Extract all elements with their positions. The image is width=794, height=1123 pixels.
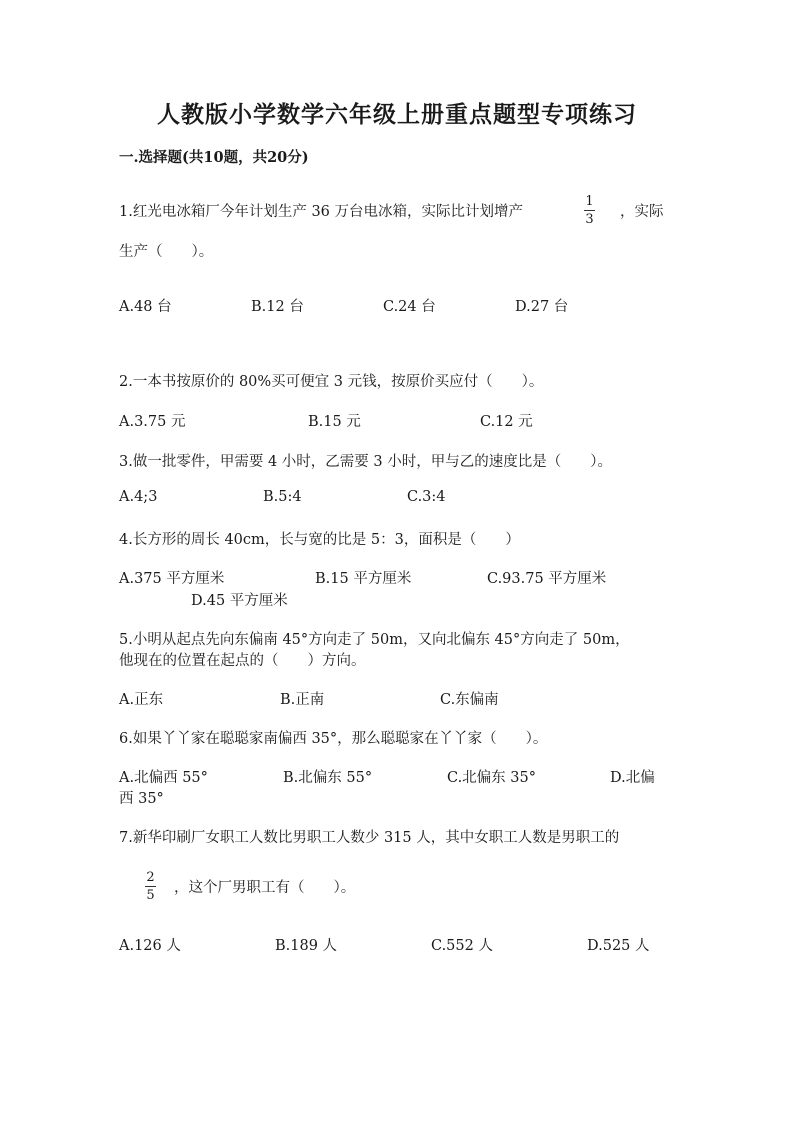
question-2-text: 2.一本书按原价的 80%买可便宜 3 元钱，按原价买应付（ ）。 xyxy=(119,374,544,390)
section-heading: 一.选择题(共10题，共20分) xyxy=(119,149,309,166)
question-6-option-d-continued: 西 35° xyxy=(119,791,164,807)
fraction-bar xyxy=(584,210,595,211)
question-1-option-a: A.48 台 xyxy=(119,299,172,315)
question-1-line1-end: ，实际 xyxy=(620,204,664,220)
question-5-option-b: B.正南 xyxy=(280,692,325,708)
question-7-option-d: D.525 人 xyxy=(587,938,650,954)
question-2-option-b: B.15 元 xyxy=(308,414,361,430)
question-7-fraction xyxy=(145,870,156,903)
question-6-option-c: C.北偏东 35° xyxy=(447,770,536,786)
fraction-numerator: 2 xyxy=(146,870,155,885)
question-1-option-c: C.24 台 xyxy=(383,299,436,315)
question-5-line1: 5.小明从起点先向东偏南 45°方向走了 50m，又向北偏东 45°方向走了 50m， xyxy=(119,632,630,648)
question-4-option-c: C.93.75 平方厘米 xyxy=(487,571,607,587)
question-1-option-b: B.12 台 xyxy=(251,299,304,315)
question-5-option-a: A.正东 xyxy=(119,692,164,708)
question-4-option-d: D.45 平方厘米 xyxy=(191,593,288,609)
question-7-line2: ，这个厂男职工有（ ）。 xyxy=(174,880,356,896)
question-6-text: 6.如果丫丫家在聪聪家南偏西 35°，那么聪聪家在丫丫家（ ）。 xyxy=(119,731,548,747)
fraction-numerator: 1 xyxy=(585,194,594,209)
question-1-fraction xyxy=(584,194,595,227)
question-4-option-b: B.15 平方厘米 xyxy=(315,571,412,587)
question-5-option-c: C.东偏南 xyxy=(440,692,499,708)
question-7-option-a: A.126 人 xyxy=(119,938,181,954)
fraction-denominator: 3 xyxy=(585,212,594,227)
question-3-option-a: A.4;3 xyxy=(119,489,158,505)
question-7-line1: 7.新华印刷厂女职工人数比男职工人数少 315 人，其中女职工人数是男职工的 xyxy=(119,830,620,846)
question-6-option-d: D.北偏 xyxy=(610,770,655,786)
question-2-option-c: C.12 元 xyxy=(480,414,533,430)
question-1-line2: 生产（ ）。 xyxy=(119,244,214,260)
fraction-denominator: 5 xyxy=(146,888,155,903)
question-7-option-c: C.552 人 xyxy=(431,938,493,954)
question-2-option-a: A.3.75 元 xyxy=(119,414,186,430)
worksheet-title: 人教版小学数学六年级上册重点题型专项练习 xyxy=(157,101,637,128)
question-6-option-b: B.北偏东 55° xyxy=(283,770,373,786)
question-6-option-a: A.北偏西 55° xyxy=(119,770,208,786)
question-3-option-c: C.3:4 xyxy=(407,489,446,505)
question-1-option-d: D.27 台 xyxy=(515,299,569,315)
question-7-option-b: B.189 人 xyxy=(275,938,338,954)
question-4-text: 4.长方形的周长 40cm，长与宽的比是 5：3，面积是（ ） xyxy=(119,532,520,548)
fraction-bar xyxy=(145,886,156,887)
question-3-text: 3.做一批零件，甲需要 4 小时，乙需要 3 小时，甲与乙的速度比是（ ）。 xyxy=(119,454,612,470)
question-1-line1: 1.红光电冰箱厂今年计划生产 36 万台电冰箱，实际比计划增产 xyxy=(119,204,524,220)
question-4-option-a: A.375 平方厘米 xyxy=(119,571,225,587)
question-3-option-b: B.5:4 xyxy=(263,489,302,505)
question-5-line2: 他现在的位置在起点的（ ）方向。 xyxy=(119,653,366,669)
